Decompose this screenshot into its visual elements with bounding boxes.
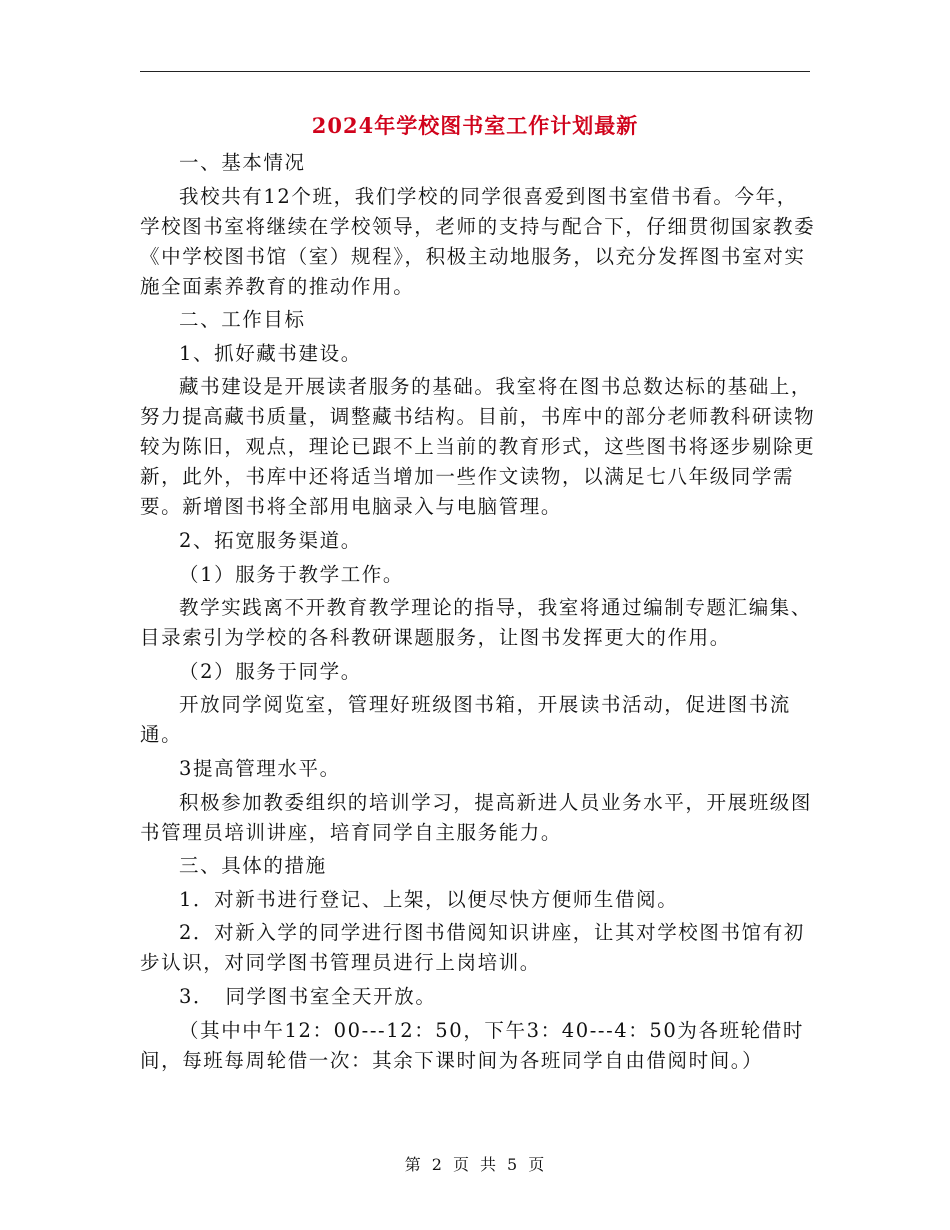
page-number-footer [0, 1152, 950, 1175]
paragraph: 2．对新入学的同学进行图书借阅知识讲座，让其对学校图书馆有初步认识，对同学图书管理员进行上岗培训。 [140, 921, 805, 975]
header-rule [140, 71, 810, 72]
total-pages-number: 5 [507, 1155, 519, 1174]
paragraph: 一、基本情况 [179, 151, 306, 174]
footer-total-label: 共 [480, 1155, 498, 1174]
paragraph: （1）服务于教学工作。 [179, 562, 405, 586]
paragraph: 藏书建设是开展读者服务的基础。我室将在图书总数达标的基础上，努力提高藏书质量，调整藏书结构。目前，书库中的部分老师教科研读物较为陈旧，观点，理论已跟不上当前的教育形式，这些图书将逐步剔除更新，此外，书库中还将适当增加一些作文读物，以满足七八年级同学需要。新增图书将全部用电脑录入与电脑管理。 [140, 375, 816, 519]
paragraph: 1、抓好藏书建设。 [179, 341, 362, 365]
paragraph: 1．对新书进行登记、上架，以便尽快方便师生借阅。 [179, 887, 679, 911]
document-body [140, 148, 816, 1079]
paragraph: 积极参加教委组织的培训学习，提高新进人员业务水平，开展班级图书管理员培训讲座，培育同学自主服务能力。 [140, 790, 813, 844]
paragraph: 我校共有12个班，我们学校的同学很喜爱到图书室借书看。今年，学校图书室将继续在学校领导，老师的支持与配合下，仔细贯彻国家教委《中学校图书馆（室）规程》，积极主动地服务，以充分发挥图书室对实施全面素养教育的推动作用。 [140, 184, 816, 298]
paragraph: 三、具体的措施 [179, 854, 327, 878]
paragraph: （其中中午12：00---12：50，下午3：40---4：50为各班轮借时间，每班每周轮借一次：其余下课时间为各班同学自由借阅时间。） [140, 1018, 805, 1072]
document-title: 2024年学校图书室工作计划最新 [311, 113, 639, 138]
footer-page-label: 页 [452, 1155, 470, 1174]
paragraph: 3． 同学图书室全天开放。 [179, 984, 437, 1008]
footer-suffix: 页 [528, 1155, 546, 1174]
paragraph: 教学实践离不开教育教学理论的指导，我室将通过编制专题汇编集、目录索引为学校的各科教研课题服务，让图书发挥更大的作用。 [140, 596, 813, 650]
footer-prefix: 第 [404, 1155, 422, 1174]
paragraph: （2）服务于同学。 [179, 659, 362, 683]
paragraph: 开放同学阅览室，管理好班级图书箱，开展读书活动，促进图书流通。 [140, 693, 791, 747]
current-page-number: 2 [431, 1155, 443, 1174]
paragraph: 3提高管理水平。 [179, 756, 341, 780]
paragraph: 二、工作目标 [179, 308, 306, 332]
paragraph: 2、拓宽服务渠道。 [179, 528, 362, 552]
